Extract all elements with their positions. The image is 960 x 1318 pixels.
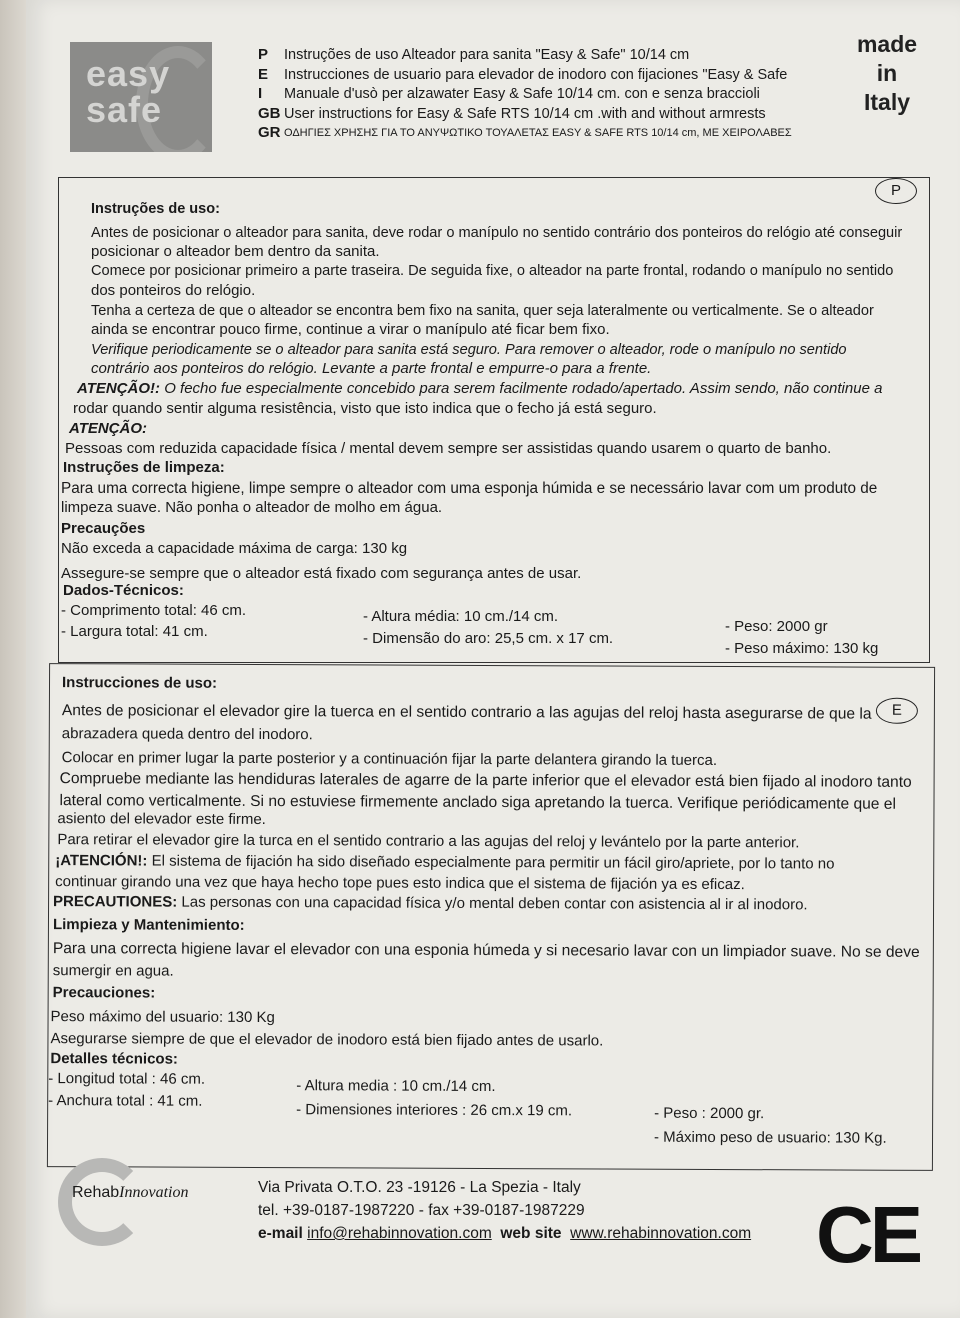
tech-spec: - Largura total: 41 cm. xyxy=(61,623,208,640)
paragraph-line: Assegure-se sempre que o alteador está fixado com segurança antes de usar. xyxy=(61,565,582,582)
email-label: e-mail xyxy=(258,1225,303,1242)
technical-title: Dados-Técnicos: xyxy=(63,582,184,599)
website-link[interactable]: www.rehabinnovation.com xyxy=(570,1225,752,1242)
language-code: E xyxy=(258,65,269,83)
attention-label: ¡ATENCIÓN!: xyxy=(55,852,148,870)
language-code: P xyxy=(258,46,269,63)
email-web-row xyxy=(258,1222,751,1245)
page-edge xyxy=(0,0,26,1318)
tech-spec: - Peso máximo: 130 kg xyxy=(725,640,879,657)
spanish-section xyxy=(47,663,935,1171)
attention-line xyxy=(77,380,882,398)
tech-spec: - Peso: 2000 gr xyxy=(725,618,828,635)
web-label: web site xyxy=(500,1225,562,1242)
language-row-gr xyxy=(258,124,818,144)
logo-line-1: easy xyxy=(86,53,171,94)
language-row-i xyxy=(258,85,818,105)
cleaning-title: Limpieza y Mantenimiento: xyxy=(52,916,245,934)
tech-spec: - Anchura total : 41 cm. xyxy=(48,1092,203,1110)
tech-spec: - Peso : 2000 gr. xyxy=(654,1104,765,1123)
attention-text: O fecho fue especialmente concebido para serem facilmente rodado/apertado. Assim sendo, não continue a xyxy=(160,380,883,397)
tech-spec: - Altura media : 10 cm./14 cm. xyxy=(296,1077,496,1096)
paragraph-line: Tenha a certeza de que o alteador se encontra bem fixo na sanita, quer seja lateralmente ou verticalmente. Se o alteador xyxy=(91,303,874,319)
tech-spec: - Máximo peso de usuario: 130 Kg. xyxy=(654,1128,887,1147)
paragraph-line: lateral como verticalmente. Si no estuviese firmemente anclado siga apretando la tuerca. Verifique periódicamente que el xyxy=(59,792,897,813)
language-title: Instrucciones de usuario para elevador de inodoro con fijaciones "Easy & Safe xyxy=(284,66,788,83)
language-title: ΟΔΗΓΙΕΣ ΧΡΗΣΗΣ ΓΙΑ ΤΟ ΑΝΥΨΩΤΙΚΟ ΤΟΥΑΛΕΤΑΣ EASY & SAFE RTS 10/14 cm, ΜΕ ΧΕΙΡΟΛΑΒΕΣ xyxy=(284,127,792,139)
ce-mark-icon: CE xyxy=(816,1190,920,1279)
paragraph-line: limpeza suave. Não ponha o alteador de molho em água. xyxy=(61,499,443,516)
rehab-innovation-logo xyxy=(50,1152,250,1232)
made-in-italy xyxy=(832,30,942,117)
language-title: Instruções de uso Alteador para sanita "Easy & Safe" 10/14 cm xyxy=(284,47,690,63)
paragraph-line: Antes de posicionar o alteador para sanita, deve rodar o manípulo no sentido contrário dos ponteiros do relógio até conseguir xyxy=(91,225,903,241)
language-row-p xyxy=(258,46,818,66)
language-code: I xyxy=(258,85,263,102)
email-link[interactable]: info@rehabinnovation.com xyxy=(307,1225,492,1242)
paragraph-line: Para retirar el elevador gire la turca en el sentido contrario a las agujas del reloj y levántelo por la parte anterior. xyxy=(57,831,800,852)
tech-spec: - Dimensiones interiores : 26 cm.x 19 cm. xyxy=(296,1101,573,1120)
technical-title: Detalles técnicos: xyxy=(50,1050,178,1068)
precautions-title: Precauções xyxy=(61,520,146,537)
cleaning-title: Instruções de limpeza: xyxy=(63,459,225,476)
brand-name xyxy=(72,1184,188,1202)
paragraph-line: Verifique periodicamente se o alteador para sanita está seguro. Para remover o alteador, rode o manípulo no sentido xyxy=(91,342,847,358)
attention-line xyxy=(55,852,834,873)
attention-label: ATENÇÃO: xyxy=(69,420,148,437)
language-list xyxy=(258,46,818,144)
paragraph-line: posicionar o alteador bem dentro da sanita. xyxy=(91,243,380,260)
paragraph-line: Antes de posicionar el elevador gire la tuerca en el sentido contrario a las agujas del reloj hasta asegurarse de que la xyxy=(61,702,872,723)
tech-spec: - Dimensão do aro: 25,5 cm. x 17 cm. xyxy=(363,630,614,647)
language-title: User instructions for Easy & Safe RTS 10/14 cm .with and without armrests xyxy=(284,105,766,122)
paragraph-line: Comece por posicionar primeiro a parte traseira. De seguida fixe, o alteador na parte frontal, rodando o manípulo no sentido xyxy=(91,263,894,279)
contact-block xyxy=(258,1176,751,1245)
tech-spec: - Altura média: 10 cm./14 cm. xyxy=(363,608,559,625)
paragraph-line: sumergir en agua. xyxy=(52,962,174,980)
paragraph-line: Não exceda a capacidade máxima de carga: 130 kg xyxy=(61,540,408,557)
precautions-line xyxy=(53,893,808,914)
attention-label: ATENÇÃO!: xyxy=(77,380,161,397)
paragraph-line: asiento del elevador este firme. xyxy=(57,810,266,829)
paragraph-line: Para una correcta higiene lavar el elevador con una esponia húmeda y si necesario lavar con un limpiador suave. No se deve xyxy=(52,940,920,961)
brand-name-b: Innovation xyxy=(119,1184,189,1201)
paragraph-line: contrário aos ponteiros do relógio. Levante a parte frontal e empurre-o para a frente. xyxy=(91,360,652,377)
language-title: Manuale d'usò per alzawater Easy & Safe 10/14 cm. con e senza braccioli xyxy=(284,86,760,102)
tech-spec: - Longitud total : 46 cm. xyxy=(48,1070,206,1088)
paragraph-line: continuar girando una vez que haya hecho tope pues esto indica que el sistema de fijación ya es eficaz. xyxy=(55,873,745,894)
paragraph-line: dos ponteiros do relógio. xyxy=(91,282,256,299)
address: Via Privata O.T.O. 23 -19126 - La Spezia - Italy xyxy=(258,1179,581,1196)
phone-fax: tel. +39-0187-1987220 - fax +39-0187-1987229 xyxy=(258,1202,585,1219)
language-badge-p: P xyxy=(875,178,917,204)
paragraph-line: ainda se encontrar pouco firme, continue a virar o manípulo até ficar bem fixo. xyxy=(91,321,610,338)
paragraph-line: Pessoas com reduzida capacidade física / mental devem sempre ser assistidas quando usarem o quarto de banho. xyxy=(65,440,832,457)
paragraph-line: rodar quando sentir alguma resistência, visto que isto indica que o fecho já está seguro. xyxy=(73,400,657,417)
precautions-title: Precauciones: xyxy=(52,984,156,1002)
precautions-label: PRECAUTIONES: xyxy=(53,893,178,911)
paragraph-line: Compruebe mediante las hendiduras laterales de agarre de la parte inferior que el elevador está bien fijado al inodoro tanto xyxy=(59,770,912,791)
language-row-e xyxy=(258,66,818,86)
language-row-gb xyxy=(258,105,818,125)
paragraph-line: Para uma correcta higiene, limpe sempre o alteador com uma esponja húmida e se necessário lavar com um produto de xyxy=(61,480,878,497)
language-code: GB xyxy=(258,104,281,122)
logo-line-2: safe xyxy=(86,89,163,130)
portuguese-section xyxy=(58,177,930,663)
section-title: Instruções de uso: xyxy=(91,201,220,217)
tech-spec: - Comprimento total: 46 cm. xyxy=(61,602,247,619)
logo-arc-icon xyxy=(58,1158,146,1246)
made-word: made xyxy=(856,31,918,57)
paragraph-line: Peso máximo del usuario: 130 Kg xyxy=(50,1008,275,1027)
language-code: GR xyxy=(258,124,281,141)
paragraph-line: abrazadera queda dentro del inodoro. xyxy=(61,725,313,744)
paragraph-line: Asegurarse siempre de que el elevador de inodoro está bien fijado antes de usarlo. xyxy=(50,1030,604,1050)
precautions-text: Las personas con una capacidad física y/o mental deben contar con asistencia al ir al inodoro. xyxy=(177,893,808,914)
brand-name-a: Rehab xyxy=(72,1184,120,1201)
language-badge-e: E xyxy=(876,698,918,724)
attention-text: El sistema de fijación ha sido diseñado especialmente para permitir un fácil giro/apriete, por lo tanto no xyxy=(147,852,835,873)
paragraph-line: Colocar en primer lugar la parte posterior y a continuación fijar la parte delantera girando la tuerca. xyxy=(61,749,718,769)
easy-safe-logo xyxy=(70,42,212,152)
section-title: Instrucciones de uso: xyxy=(61,674,218,692)
in-word: in xyxy=(876,60,898,86)
italy-word: Italy xyxy=(863,89,911,115)
